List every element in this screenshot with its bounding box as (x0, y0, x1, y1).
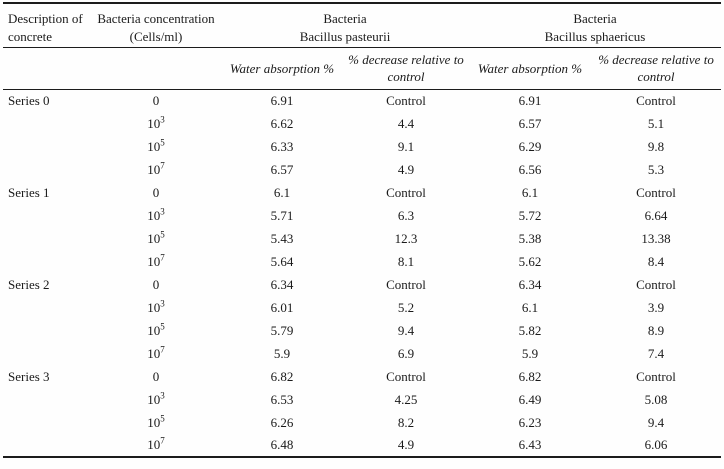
header-row-sub (3, 47, 721, 89)
table-row (3, 296, 721, 319)
cell-decrease-sphaericus: 5.1 (647, 115, 665, 131)
cell-concentration: 0 (152, 368, 160, 384)
concentration-exponent: 7 (160, 252, 165, 263)
cell-concentration: $10^7$ (147, 435, 165, 452)
cell-water-absorption-sphaericus: 5.9 (521, 345, 539, 361)
cell-water-absorption-sphaericus: 6.23 (518, 414, 542, 430)
table-row (3, 342, 721, 365)
cell-water-absorption-pasteurii: 6.53 (270, 391, 294, 407)
cell-series: Series 0 (8, 92, 50, 108)
table-row (3, 411, 721, 434)
cell-decrease-pasteurii: Control (386, 92, 426, 108)
cell-concentration: $10^7$ (147, 344, 165, 361)
cell-water-absorption-sphaericus: 5.82 (518, 322, 542, 338)
cell-concentration: $10^3$ (147, 206, 165, 223)
cell-series: Series 2 (8, 276, 50, 292)
cell-decrease-pasteurii: Control (386, 184, 426, 200)
cell-series: Series 3 (8, 368, 50, 384)
group-header-bacillus-pasteurii (221, 3, 469, 47)
cell-concentration: $10^3$ (147, 114, 165, 131)
concentration-exponent: 5 (160, 137, 165, 148)
header-description-of-concrete: Description of concrete (3, 3, 91, 47)
cell-decrease-sphaericus: 8.9 (647, 322, 665, 338)
cell-water-absorption-pasteurii: 6.48 (270, 437, 294, 452)
cell-water-absorption-pasteurii: 5.9 (273, 345, 291, 361)
cell-decrease-pasteurii: 6.9 (397, 345, 415, 361)
cell-water-absorption-sphaericus: 6.1 (521, 184, 539, 200)
header-bacteria-concentration (91, 3, 221, 47)
concentration-exponent: 7 (160, 344, 165, 355)
cell-water-absorption-sphaericus: 6.34 (518, 276, 542, 292)
cell-decrease-pasteurii: 8.2 (397, 414, 415, 430)
concentration-exponent: 3 (160, 390, 165, 401)
cell-decrease-pasteurii: 9.1 (397, 138, 415, 154)
group-header-sphaericus-line1: Bacteria (573, 11, 617, 26)
cell-series (3, 319, 91, 342)
cell-water-absorption-pasteurii: 6.1 (273, 184, 291, 200)
cell-decrease-sphaericus: Control (636, 92, 676, 108)
cell-series (3, 135, 91, 158)
water-absorption-results-table (3, 2, 721, 458)
cell-concentration: 0 (152, 276, 160, 292)
cell-water-absorption-sphaericus: 6.91 (518, 92, 542, 108)
cell-series (3, 250, 91, 273)
cell-decrease-sphaericus: 6.06 (644, 437, 668, 452)
subheader-decrease-pasteurii: % decrease relative to control (343, 47, 469, 89)
concentration-exponent: 5 (160, 413, 165, 424)
cell-decrease-sphaericus: Control (636, 368, 676, 384)
header-row-groups (3, 3, 721, 47)
subheader-empty-description (3, 47, 91, 89)
table-row (3, 273, 721, 296)
cell-water-absorption-pasteurii: 5.64 (270, 253, 294, 269)
concentration-exponent: 5 (160, 321, 165, 332)
table-row (3, 319, 721, 342)
cell-water-absorption-pasteurii: 6.62 (270, 115, 294, 131)
cell-series (3, 342, 91, 365)
cell-decrease-pasteurii: Control (386, 276, 426, 292)
table-row (3, 227, 721, 250)
cell-decrease-pasteurii: Control (386, 368, 426, 384)
cell-water-absorption-pasteurii: 6.26 (270, 414, 294, 430)
cell-decrease-pasteurii: 4.9 (397, 161, 415, 177)
cell-water-absorption-pasteurii: 6.33 (270, 138, 294, 154)
cell-series (3, 227, 91, 250)
cell-water-absorption-sphaericus: 5.38 (518, 230, 542, 246)
cell-water-absorption-sphaericus: 6.49 (518, 391, 542, 407)
cell-series (3, 388, 91, 411)
cell-concentration: $10^3$ (147, 390, 165, 407)
cell-concentration: $10^3$ (147, 298, 165, 315)
cell-decrease-sphaericus: 5.3 (647, 161, 665, 177)
table-row (3, 158, 721, 181)
cell-decrease-pasteurii: 4.4 (397, 115, 415, 131)
table-row (3, 112, 721, 135)
cell-water-absorption-sphaericus: 6.29 (518, 138, 542, 154)
cell-decrease-sphaericus: Control (636, 276, 676, 292)
cell-decrease-sphaericus: 8.4 (647, 253, 665, 269)
table-row (3, 365, 721, 388)
cell-decrease-sphaericus: 3.9 (647, 299, 665, 315)
subheader-decrease-sphaericus: % decrease relative to control (591, 47, 721, 89)
results-table-container (3, 2, 721, 458)
group-header-bacillus-sphaericus (469, 3, 721, 47)
cell-decrease-pasteurii: 8.1 (397, 253, 415, 269)
cell-concentration: $10^5$ (147, 413, 165, 430)
concentration-exponent: 7 (160, 435, 165, 446)
cell-water-absorption-sphaericus: 6.43 (518, 437, 542, 452)
subheader-water-absorption-sphaericus: Water absorption % (469, 47, 591, 89)
table-row (3, 181, 721, 204)
cell-series (3, 204, 91, 227)
cell-water-absorption-pasteurii: 6.82 (270, 368, 294, 384)
concentration-exponent: 3 (160, 114, 165, 125)
cell-concentration: 0 (152, 92, 160, 108)
cell-series (3, 158, 91, 181)
cell-water-absorption-pasteurii: 5.71 (270, 207, 294, 223)
cell-decrease-sphaericus: 13.38 (641, 230, 671, 246)
cell-series (3, 296, 91, 319)
cell-decrease-pasteurii: 4.25 (394, 391, 418, 407)
cell-water-absorption-pasteurii: 5.79 (270, 322, 294, 338)
cell-water-absorption-sphaericus: 5.62 (518, 253, 542, 269)
table-row (3, 89, 721, 112)
cell-water-absorption-sphaericus: 5.72 (518, 207, 542, 223)
cell-concentration: $10^7$ (147, 252, 165, 269)
cell-concentration: $10^7$ (147, 160, 165, 177)
table-row (3, 204, 721, 227)
cell-water-absorption-pasteurii: 6.91 (270, 92, 294, 108)
cell-decrease-sphaericus: 9.8 (647, 138, 665, 154)
cell-water-absorption-pasteurii: 6.34 (270, 276, 294, 292)
concentration-exponent: 3 (160, 206, 165, 217)
table-body (3, 89, 721, 457)
cell-water-absorption-pasteurii: 5.43 (270, 230, 294, 246)
subheader-water-absorption-pasteurii: Water absorption % (221, 47, 343, 89)
cell-concentration: $10^5$ (147, 321, 165, 338)
cell-water-absorption-sphaericus: 6.57 (518, 115, 542, 131)
table-header (3, 3, 721, 89)
cell-water-absorption-sphaericus: 6.56 (518, 161, 542, 177)
cell-water-absorption-pasteurii: 6.57 (270, 161, 294, 177)
cell-decrease-pasteurii: 5.2 (397, 299, 415, 315)
cell-series (3, 411, 91, 434)
cell-concentration: 0 (152, 184, 160, 200)
header-bacteria-concentration-line1: Bacteria concentration (97, 11, 215, 26)
table-row (3, 434, 721, 457)
concentration-exponent: 5 (160, 229, 165, 240)
cell-concentration: $10^5$ (147, 229, 165, 246)
cell-decrease-sphaericus: 6.64 (644, 207, 668, 223)
cell-decrease-pasteurii: 4.9 (397, 437, 415, 452)
cell-decrease-pasteurii: 6.3 (397, 207, 415, 223)
group-header-pasteurii-line1: Bacteria (323, 11, 367, 26)
cell-concentration: $10^5$ (147, 137, 165, 154)
cell-decrease-sphaericus: 9.4 (647, 414, 665, 430)
cell-water-absorption-sphaericus: 6.1 (521, 299, 539, 315)
header-bacteria-concentration-line2: (Cells/ml) (129, 29, 183, 44)
cell-water-absorption-sphaericus: 6.82 (518, 368, 542, 384)
group-header-pasteurii-line2: Bacillus pasteurii (299, 29, 391, 44)
table-row (3, 250, 721, 273)
cell-series (3, 112, 91, 135)
table-row (3, 388, 721, 411)
cell-decrease-pasteurii: 12.3 (394, 230, 418, 246)
cell-water-absorption-pasteurii: 6.01 (270, 299, 294, 315)
concentration-exponent: 3 (160, 298, 165, 309)
subheader-empty-concentration (91, 47, 221, 89)
cell-series: Series 1 (8, 184, 50, 200)
concentration-exponent: 7 (160, 160, 165, 171)
cell-decrease-sphaericus: 7.4 (647, 345, 665, 361)
cell-decrease-pasteurii: 9.4 (397, 322, 415, 338)
cell-series (3, 434, 91, 457)
cell-decrease-sphaericus: Control (636, 184, 676, 200)
cell-decrease-sphaericus: 5.08 (644, 391, 668, 407)
table-row (3, 135, 721, 158)
group-header-sphaericus-line2: Bacillus sphaericus (544, 29, 646, 44)
